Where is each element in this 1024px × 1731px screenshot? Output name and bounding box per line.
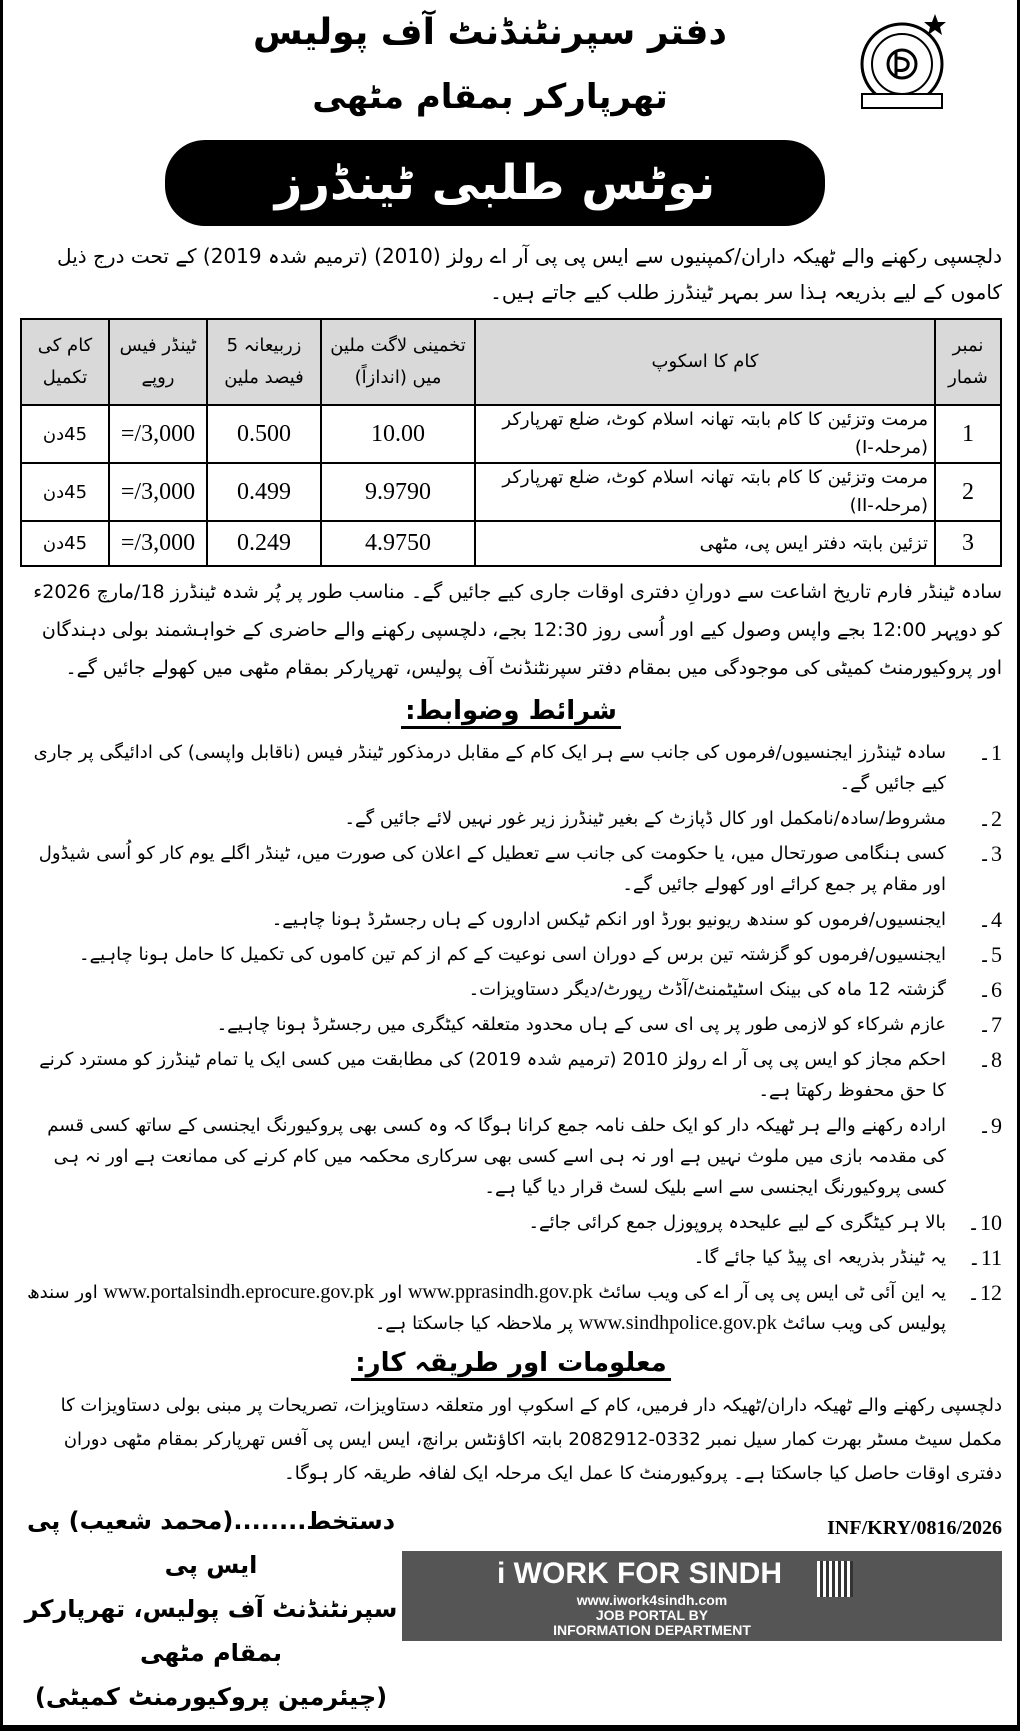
list-item: [20, 1110, 1002, 1203]
item-number: 4۔: [978, 907, 1002, 932]
cell-serial: 2: [935, 463, 1001, 521]
col-serial: نمبر شمار: [935, 319, 1001, 405]
info-paragraph: دلچسپی رکھنے والے ٹھیکہ داران/ٹھیکہ دار فرمیں، کام کے اسکوپ اور متعلقہ دستاویزات، تصریحات پر مبنی بولی دستاویزات کا مکمل سیٹ مسٹر بھرت کمار سیل نمبر 0332-2082912 بابتہ اکاؤنٹس برانچ، ایس ایس پی آفس تھرپارکر بمقام مٹھی دوران دفتری اوقات حاصل کیا جاسکتا ہے۔ پروکیورمنٹ کا عمل ایک مرحلہ ایک لفافہ طریقہ کار ہوگا۔: [60, 1395, 1002, 1484]
conditions-title: شرائط وضوابط:: [401, 696, 621, 729]
item-text: ایجنسیوں/فرموں کو گزشتہ تین برس کے دوران اسی نوعیت کے کم از کم تین کاموں کی تکمیل کا حامل ہونا چاہیے۔: [79, 944, 946, 965]
cell-security: 0.249: [207, 521, 321, 566]
cell-scope: مرمت وتزئین کا کام بابتہ تھانہ اسلام کوٹ، ضلع تھرپارکر (مرحلہ-II): [475, 463, 935, 521]
list-item: [20, 737, 1002, 799]
cell-cost: 10.00: [321, 405, 475, 463]
item-number: 2۔: [978, 806, 1002, 831]
item-text: ایجنسیوں/فرموں کو سندھ ریونیو بورڈ اور انکم ٹیکس اداروں کے ہاں رجسٹرڈ ہونا چاہیے۔: [271, 909, 946, 930]
iwork-info: [502, 1593, 802, 1638]
iwork-line1: JOB PORTAL BY: [595, 1607, 709, 1623]
item-number: 3۔: [978, 841, 1002, 866]
qr-code-icon: [817, 1561, 853, 1597]
office-location: تھرپارکر بمقام مٹھی: [312, 77, 668, 117]
item12-post: پر ملاحظہ کیا جاسکتا ہے۔: [374, 1313, 574, 1334]
schedule-paragraph: سادہ ٹینڈر فارم تاریخ اشاعت سے دورانِ دفتری اوقات جاری کیے جائیں گے۔ مناسب طور پر پُر شدہ ٹینڈرز 18/مارچ 2026ء کو دوپہر 12:00 بجے واپس وصول کیے اور اُسی روز 12:30 بجے، دلچسپی رکھنے والے حاضری کے خواہشمند بولی دہندگان اور پروکیورمنٹ کمیٹی کی موجودگی میں بمقام دفتر سپرنٹنڈنٹ آف پولیس، تھرپارکر بمقام مٹھی میں کھولے جائیں گے۔: [33, 581, 1002, 679]
cell-cost: 9.9790: [321, 463, 475, 521]
list-item: [20, 1207, 1002, 1238]
cell-completion: 45دن: [21, 405, 109, 463]
signature-name: دستخط........(محمد شعیب) پی ایس پی: [26, 1507, 396, 1579]
cell-cost: 4.9750: [321, 521, 475, 566]
list-item: [20, 974, 1002, 1005]
list-item: [20, 1009, 1002, 1040]
item-text: بالا ہر کیٹگری کے لیے علیحدہ پروپوزل جمع کرائی جائے۔: [528, 1212, 946, 1233]
item-number: 9۔: [978, 1113, 1002, 1138]
table-row: [21, 463, 1001, 521]
col-cost: تخمینی لاگت ملین میں (اندازاً): [321, 319, 475, 405]
eprocure-link[interactable]: www.portalsindh.eprocure.gov.pk: [103, 1281, 375, 1303]
cell-completion: 45دن: [21, 463, 109, 521]
item-number: 5۔: [978, 942, 1002, 967]
table-row: [21, 405, 1001, 463]
item-number: 6۔: [978, 977, 1002, 1002]
cell-fee: 3,000/=: [109, 521, 207, 566]
notice-footer: [20, 1499, 1002, 1731]
col-completion: کام کی تکمیل: [21, 319, 109, 405]
list-item: [20, 1242, 1002, 1273]
info-title: معلومات اور طریقہ کار:: [351, 1348, 671, 1381]
footer-right: [402, 1499, 1002, 1641]
tender-table: [20, 318, 1002, 567]
list-item: [20, 939, 1002, 970]
info-heading: [20, 1343, 1002, 1383]
item-text: گزشتہ 12 ماہ کی بینک اسٹیٹمنٹ/آڈٹ رپورٹ/دیگر دستاویزات۔: [468, 979, 946, 1000]
item-number: 8۔: [978, 1047, 1002, 1072]
table-header-row: [21, 319, 1001, 405]
sindhpolice-link[interactable]: www.sindhpolice.gov.pk: [578, 1312, 777, 1334]
cell-serial: 3: [935, 521, 1001, 566]
list-item: [20, 1044, 1002, 1106]
item-text: سادہ ٹینڈرز ایجنسیوں/فرموں کی جانب سے ہر ایک کام کے مقابل درمذکور ٹینڈر فیس (ناقابل واپسی) کی ادائیگی پر جاری کیے جائیں گے۔: [33, 742, 946, 794]
col-scope: کام کا اسکوپ: [475, 319, 935, 405]
list-item: [20, 838, 1002, 900]
item-number: 11۔: [967, 1245, 1002, 1270]
item12-pre: یہ این آئی ٹی ایس پی پی آر اے کی ویب سائٹ: [598, 1282, 946, 1303]
conditions-list: [20, 737, 1002, 1339]
item12-and: اور: [379, 1282, 403, 1303]
ppra-link[interactable]: www.pprasindh.gov.pk: [407, 1281, 593, 1303]
list-item: [20, 904, 1002, 935]
table-row: [21, 521, 1001, 566]
reference-number: INF/KRY/0816/2026: [827, 1517, 1002, 1539]
conditions-heading: [20, 691, 1002, 731]
item-text: عازم شرکاء کو لازمی طور پر پی ای سی کے ہاں محدود متعلقہ کیٹگری میں رجسٹرڈ ہونا چاہیے۔: [216, 1014, 946, 1035]
cell-security: 0.499: [207, 463, 321, 521]
cell-serial: 1: [935, 405, 1001, 463]
item-text: احکم مجاز کو ایس پی پی آر اے رولز 2010 (ترمیم شدہ 2019) کی مطابقت میں کسی ایک یا تمام ٹینڈرز کو مسترد کرنے کا حق محفوظ رکھتا ہے۔: [39, 1049, 946, 1101]
iwork-line2: INFORMATION DEPARTMENT: [553, 1622, 751, 1638]
notice-body: [0, 232, 1024, 1731]
item-number: 10۔: [967, 1210, 1002, 1235]
item-text: [20, 1277, 946, 1339]
list-item: [20, 1277, 1002, 1339]
cell-security: 0.500: [207, 405, 321, 463]
notice-header: [0, 0, 1024, 232]
signature-designation: سپرنٹنڈنٹ آف پولیس، تھرپارکر بمقام مٹھی: [24, 1595, 398, 1667]
cell-fee: 3,000/=: [109, 463, 207, 521]
item-text: ارادہ رکھنے والے ہر ٹھیکہ دار کو ایک حلف نامہ جمع کرانا ہوگا کہ وہ کسی بھی پروکیورنگ ایجنسی کے ساتھ کسی قسم کی مقدمہ بازی میں ملوث نہیں ہے اور نہ ہی اسے کسی بھی سرکاری محکمہ میں کام کرنے کی ممانعت ہے اور نہ ہی کسی پروکیورنگ ایجنسی سے اسے بلیک لسٹ قرار دیا گیا ہے۔: [47, 1115, 946, 1198]
item-text: کسی ہنگامی صورتحال میں، یا حکومت کی جانب سے تعطیل کے اعلان کی صورت میں، ٹینڈر اگلے یوم کار کو اُسی شیڈول اور مقام پر جمع کرائے اور کھولے جائیں گے۔: [38, 843, 946, 895]
item12-and-police: اور سندھ پولیس کی ویب سائٹ: [27, 1282, 946, 1334]
cell-scope: تزئین بابتہ دفتر ایس پی، مٹھی: [475, 521, 935, 566]
col-security: زربیعانہ 5 فیصد ملین: [207, 319, 321, 405]
intro-paragraph: دلچسپی رکھنے والے ٹھیکہ داران/کمپنیوں سے ایس پی پی آر اے رولز (2010) (ترمیم شدہ 2019) کے تحت درج ذیل کاموں کے لیے بذریعہ ہذا سر بمہر ٹینڈرز طلب کیے جاتے ہیں۔: [57, 244, 1002, 304]
list-item: [20, 803, 1002, 834]
iwork-url[interactable]: www.iwork4sindh.com: [576, 1592, 728, 1608]
item-number: 12۔: [967, 1280, 1002, 1305]
signature-block: [20, 1499, 402, 1719]
cell-scope: مرمت وتزئین کا کام بابتہ تھانہ اسلام کوٹ، ضلع تھرپارکر (مرحلہ-I): [475, 405, 935, 463]
notice-banner: نوٹس طلبی ٹینڈرز: [165, 140, 825, 226]
sindh-police-logo-icon: [840, 2, 965, 127]
item-text: مشروط/سادہ/نامکمل اور کال ڈپازٹ کے بغیر ٹینڈرز زیر غور نہیں لائے جائیں گے۔: [344, 808, 946, 829]
item-text: یہ ٹینڈر بذریعہ ای پیڈ کیا جائے گا۔: [693, 1247, 946, 1268]
col-fee: ٹینڈر فیس روپے: [109, 319, 207, 405]
signature-committee: (چیئرمین پروکیورمنٹ کمیٹی): [34, 1683, 388, 1711]
item-number: 7۔: [978, 1012, 1002, 1037]
cell-completion: 45دن: [21, 521, 109, 566]
office-title: دفتر سپرنٹنڈنٹ آف پولیس: [253, 12, 727, 53]
iwork-for-sindh-banner: [402, 1551, 1002, 1641]
item-number: 1۔: [978, 740, 1002, 765]
cell-fee: 3,000/=: [109, 405, 207, 463]
iwork-brand: i WORK FOR SINDH: [497, 1557, 782, 1590]
